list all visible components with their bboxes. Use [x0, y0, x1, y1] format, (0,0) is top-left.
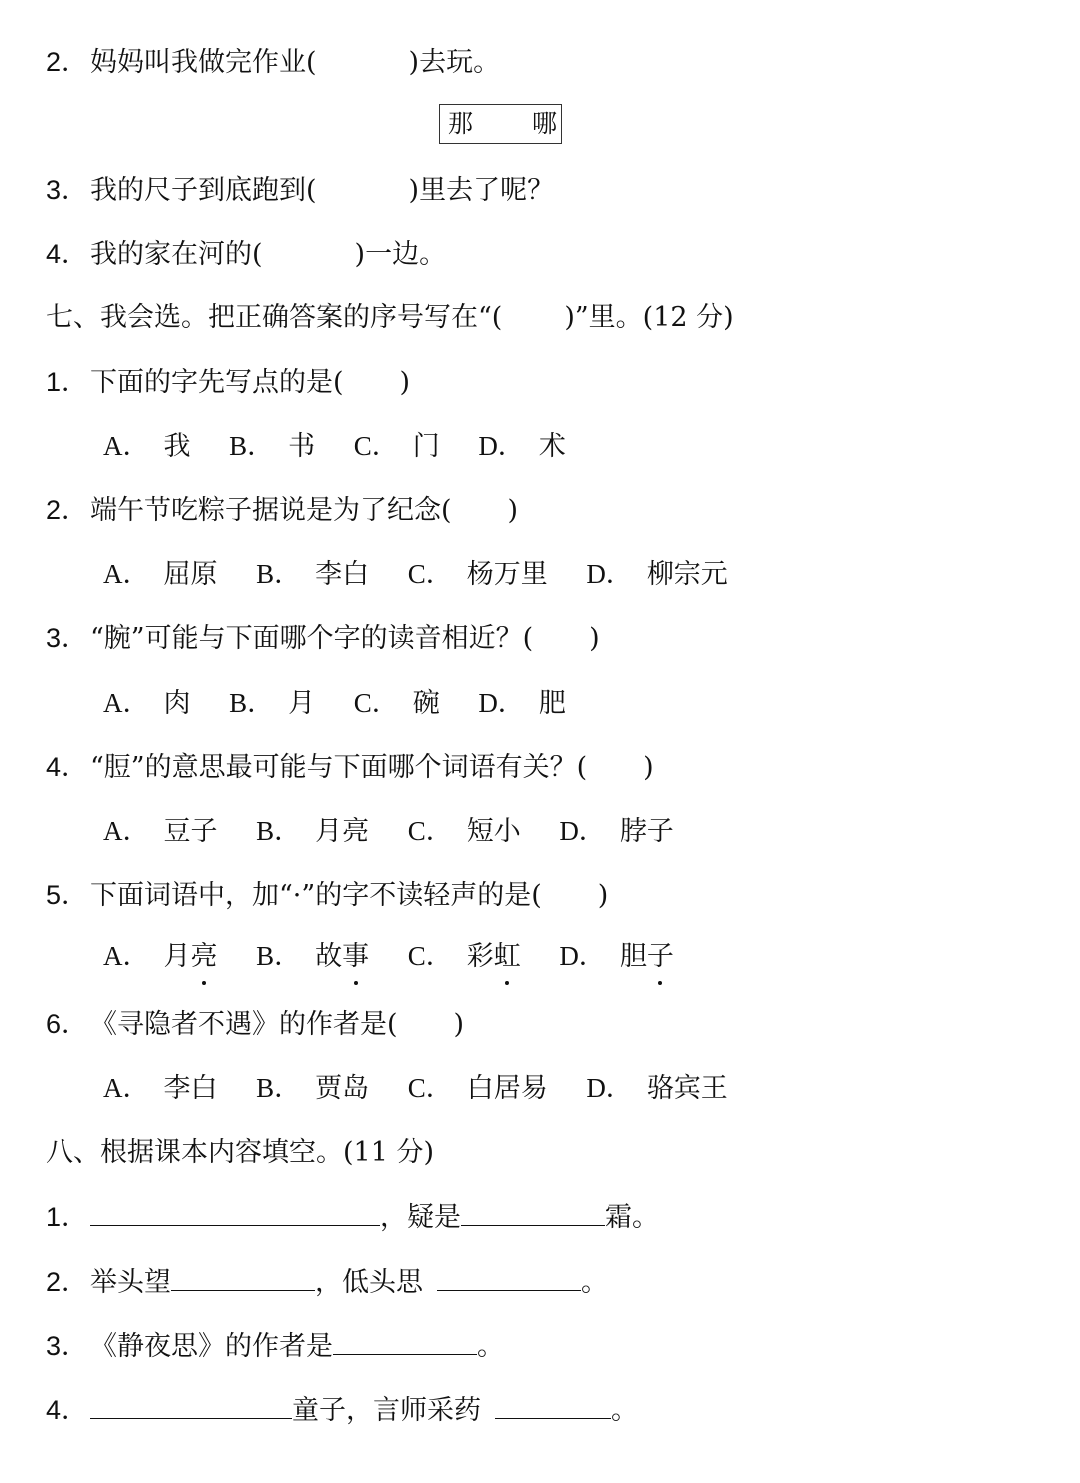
option-c[interactable]	[408, 811, 521, 852]
option-text: 杨万里	[466, 559, 548, 590]
item-number: 2．	[46, 495, 89, 525]
fill-blank[interactable]	[171, 1262, 315, 1291]
option-label: A．	[103, 431, 150, 461]
s8-item-3	[46, 1326, 504, 1366]
option-text: 骆宾王	[646, 1073, 728, 1104]
s7-options-6	[103, 1068, 758, 1108]
option-b[interactable]	[256, 1068, 369, 1109]
option-text: 屈原	[163, 559, 218, 590]
option-text: 故	[315, 941, 343, 972]
section-7-title	[46, 298, 734, 338]
option-label: B．	[256, 559, 302, 589]
s7-options-5	[103, 936, 704, 976]
option-text: 月	[163, 941, 191, 972]
option-a[interactable]	[103, 554, 218, 595]
option-label: A．	[103, 816, 150, 846]
s7-question-6	[46, 1004, 464, 1044]
question-text-end: )	[453, 1009, 465, 1040]
dotted-char: 子	[647, 937, 674, 977]
option-label: D．	[586, 1073, 633, 1103]
section-title-end: )”里。(12 分)	[564, 302, 734, 333]
item-number: 4．	[46, 752, 89, 782]
fill-text: 举头望	[90, 1267, 171, 1298]
option-label: C．	[407, 559, 453, 589]
option-label: B．	[256, 816, 302, 846]
item-number: 2．	[46, 1267, 89, 1297]
option-label: C．	[353, 431, 399, 461]
option-label: D．	[559, 816, 606, 846]
question-text-end: )	[507, 495, 519, 526]
question-text: 端午节吃粽子据说是为了纪念(	[90, 495, 452, 526]
option-a[interactable]	[103, 1068, 218, 1109]
option-label: B．	[256, 1073, 302, 1103]
option-text: 柳宗元	[646, 559, 728, 590]
fill-text: ，疑是	[380, 1202, 461, 1233]
option-text: 脖子	[619, 816, 674, 847]
option-b[interactable]	[256, 936, 369, 977]
fill-text: 童子，言师采药	[292, 1395, 481, 1426]
question-text-end: )	[399, 367, 411, 398]
fill-blank[interactable]	[90, 1390, 292, 1419]
option-label: A．	[103, 559, 150, 589]
q6-item-4	[46, 234, 446, 274]
option-text: 月亮	[315, 816, 370, 847]
option-text: 贾岛	[315, 1073, 370, 1104]
option-text: 短小	[466, 816, 521, 847]
option-label: A．	[103, 688, 150, 718]
item-number: 3．	[46, 175, 89, 205]
option-b[interactable]	[256, 811, 369, 852]
choice-right: 哪	[532, 109, 558, 138]
question-text-end: )	[597, 880, 609, 911]
option-d[interactable]	[559, 811, 674, 852]
option-label: C．	[407, 816, 453, 846]
question-text-end: )里去了呢？	[408, 175, 555, 206]
fill-text: 《静夜思》的作者是	[90, 1331, 333, 1362]
question-text: 下面的字先写点的是(	[90, 367, 344, 398]
fill-text: ，低头思	[315, 1267, 423, 1298]
option-text: 肉	[163, 688, 191, 719]
option-text: 碗	[412, 688, 440, 719]
option-a[interactable]	[103, 683, 191, 724]
s8-item-4	[46, 1390, 638, 1430]
s7-options-3	[103, 683, 596, 723]
q6-item-3	[46, 170, 554, 210]
option-label: C．	[407, 941, 453, 971]
s7-options-4	[103, 811, 704, 851]
option-d[interactable]	[478, 426, 566, 467]
option-a[interactable]	[103, 811, 218, 852]
item-number: 4．	[46, 1395, 89, 1425]
s7-question-3	[46, 618, 600, 658]
question-text: 《寻隐者不遇》的作者是(	[90, 1009, 398, 1040]
option-label: B．	[256, 941, 302, 971]
question-text-end: )去玩。	[408, 47, 501, 78]
option-text: 书	[288, 431, 316, 462]
option-text: 李白	[315, 559, 370, 590]
dotted-char: 虹	[494, 937, 521, 977]
option-text: 肥	[538, 688, 566, 719]
q6-item-2	[46, 42, 500, 82]
option-text: 我	[163, 431, 191, 462]
option-c[interactable]	[354, 426, 440, 467]
s7-question-1	[46, 362, 410, 402]
option-d[interactable]	[586, 1068, 728, 1109]
fill-blank[interactable]	[333, 1326, 477, 1355]
fill-blank[interactable]	[461, 1197, 605, 1226]
option-label: C．	[407, 1073, 453, 1103]
choice-left: 那	[448, 109, 474, 138]
option-a[interactable]	[103, 426, 191, 467]
option-text: 门	[412, 431, 440, 462]
item-number: 1．	[46, 367, 89, 397]
fill-text-end: 霜。	[605, 1202, 659, 1233]
option-label: D．	[586, 559, 633, 589]
item-number: 6．	[46, 1009, 89, 1039]
option-label: D．	[478, 688, 525, 718]
option-label: B．	[229, 431, 275, 461]
fill-blank[interactable]	[437, 1262, 581, 1291]
option-text: 月	[288, 688, 316, 719]
item-number: 5．	[46, 880, 89, 910]
option-label: A．	[103, 941, 150, 971]
item-number: 4．	[46, 239, 89, 269]
option-text: 白居易	[466, 1073, 548, 1104]
section-title-start: 七、我会选。把正确答案的序号写在“(	[46, 302, 503, 333]
option-text: 彩	[466, 941, 494, 972]
s7-options-1	[103, 426, 596, 466]
option-b[interactable]	[229, 683, 315, 724]
item-number: 1．	[46, 1202, 89, 1232]
item-number: 3．	[46, 1331, 89, 1361]
option-label: C．	[353, 688, 399, 718]
option-label: D．	[478, 431, 525, 461]
question-text: 妈妈叫我做完作业(	[90, 47, 317, 78]
s7-question-4	[46, 747, 654, 787]
item-number: 3．	[46, 623, 89, 653]
s8-item-1	[46, 1197, 659, 1237]
option-c[interactable]	[408, 1068, 548, 1109]
dotted-char: 亮	[191, 937, 218, 977]
option-b[interactable]	[229, 426, 315, 467]
option-label: A．	[103, 1073, 150, 1103]
s8-item-2	[46, 1262, 608, 1302]
option-c[interactable]	[408, 936, 521, 977]
option-b[interactable]	[256, 554, 369, 595]
question-text: 下面词语中，加“·”的字不读轻声的是(	[90, 880, 542, 911]
dotted-char: 事	[342, 937, 369, 977]
option-text: 胆	[619, 941, 647, 972]
question-text: 我的尺子到底跑到(	[90, 175, 317, 206]
question-text: “腕”可能与下面哪个字的读音相近？(	[90, 623, 534, 654]
s7-options-2	[103, 554, 758, 594]
word-choice-box	[439, 104, 562, 144]
question-text: “脰”的意思最可能与下面哪个词语有关？(	[90, 752, 588, 783]
section-8-title: 八、根据课本内容填空。(11 分)	[46, 1137, 435, 1168]
fill-blank[interactable]	[90, 1197, 380, 1226]
question-text-end: )一边。	[354, 239, 447, 270]
option-text: 豆子	[163, 816, 218, 847]
option-text: 李白	[163, 1073, 218, 1104]
option-c[interactable]	[408, 554, 548, 595]
s7-question-5	[46, 875, 608, 915]
question-text: 我的家在河的(	[90, 239, 263, 270]
s7-question-2	[46, 490, 518, 530]
option-c[interactable]	[354, 683, 440, 724]
option-d[interactable]	[478, 683, 566, 724]
option-a[interactable]	[103, 936, 218, 977]
option-label: D．	[559, 941, 606, 971]
option-d[interactable]	[559, 936, 674, 977]
option-label: B．	[229, 688, 275, 718]
option-d[interactable]	[586, 554, 728, 595]
fill-text-end: 。	[477, 1331, 504, 1362]
fill-text-end: 。	[581, 1267, 608, 1298]
item-number: 2．	[46, 47, 89, 77]
question-text-end: )	[589, 623, 600, 654]
fill-text-end: 。	[611, 1395, 638, 1426]
option-text: 术	[538, 431, 566, 462]
fill-blank[interactable]	[495, 1390, 611, 1419]
question-text-end: )	[643, 752, 654, 783]
